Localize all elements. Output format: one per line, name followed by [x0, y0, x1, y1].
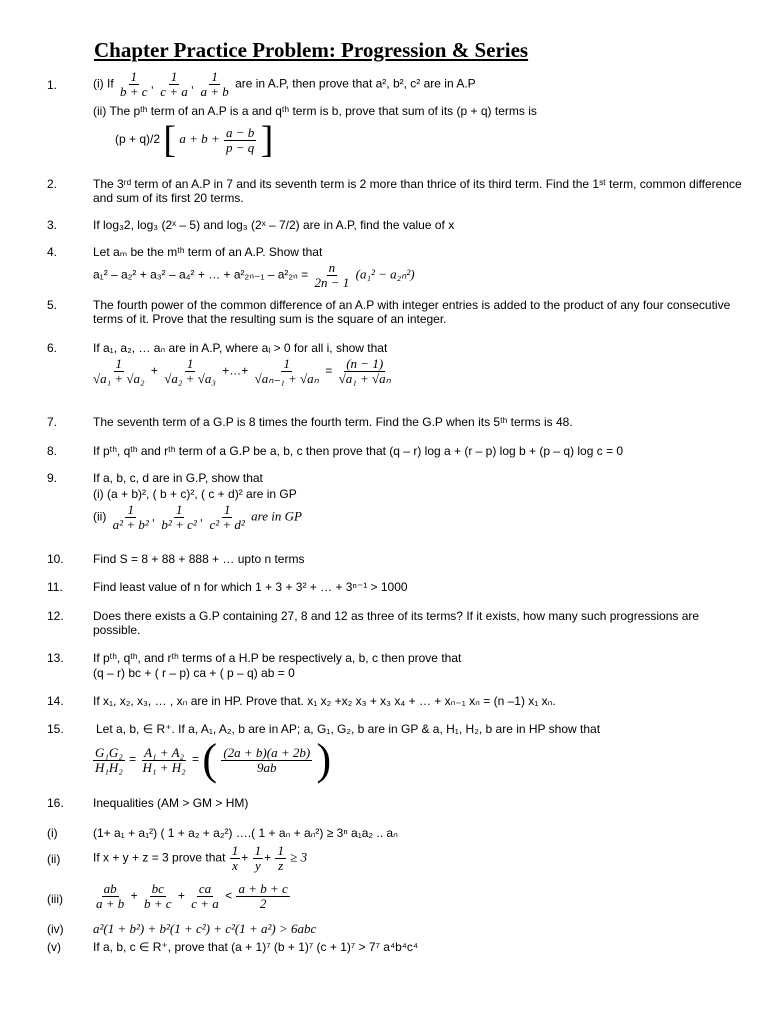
problem-text: a²(1 + b²) + b²(1 + c²) + c²(1 + a²) > 6abc	[93, 921, 317, 936]
problem-number: 14.	[47, 694, 64, 708]
problem-number: (iii)	[47, 892, 63, 906]
problem-number: 9.	[47, 471, 58, 485]
problem-13-line2: (q – r) bc + ( r – p) ca + ( p – q) ab = 0	[93, 666, 295, 680]
problem-number: 1.	[47, 78, 58, 92]
problem-text: The seventh term of a G.P is 8 times the fourth term. Find the G.P when its 5ᵗʰ terms is 48.	[93, 415, 573, 429]
text: (i) If	[93, 76, 114, 91]
problem-number: 13.	[47, 651, 64, 665]
fraction: $\frac{1}{c + a}$	[160, 69, 188, 99]
problem-text: Inequalities (AM > GM > HM)	[93, 796, 249, 810]
problem-number: 8.	[47, 444, 58, 458]
problem-text: If x₁, x₂, x₃, … , xₙ are in HP. Prove that. x₁ x₂ +x₂ x₃ + x₃ x₄ + … + xₙ₋₁ xₙ = (n –1) x₁ xₙ.	[93, 694, 556, 708]
problem-15-formula: $\frac{\text{G₁G₂}}{\text{H₁H₂}}$ = $\frac{\text{A₁ + A₂}}{\text{H₁ + H₂}}$ = ( $\frac{(2a + b)(a + 2b)}{9ab}$ )	[95, 735, 332, 784]
problem-number: 16.	[47, 796, 64, 810]
problem-text: If pᵗʰ, qᵗʰ, and rᵗʰ terms of a H.P be respectively a, b, c then prove that	[93, 651, 462, 665]
problem-6-formula: $\frac{1}{\text{√a₁ + √a₂}}$ + $\frac{1}{\text{√a₂ + √a₃}}$ +…+ $\frac{1}{\text{√aₙ₋₁ + √aₙ}}$ = $\frac{(n - 1)}{\text{√a₁ + √aₙ}}$	[93, 356, 391, 386]
problem-number: 7.	[47, 415, 58, 429]
fraction: $\frac{1}{a + b}$	[200, 69, 229, 99]
problem-text: The fourth power of the common difference of an A.P with integer entries is added to the product of any four consecutive terms of it. Prove that the resulting sum is the square of an integer.	[93, 298, 731, 326]
problem-text: Let a, b, ∈ R⁺. If a, A₁, A₂, b are in AP; a, G₁, G₂, b are in GP & a, H₁, H₂, b are in HP show that	[96, 722, 601, 736]
problem-text: If a₁, a₂, … aₙ are in A.P, where aᵢ > 0 for all i, show that	[93, 341, 388, 355]
problem-text: If pᵗʰ, qᵗʰ and rᵗʰ term of a G.P be a, b, c then prove that (q – r) log a + (r – p) log b + (p – q) log c = 0	[93, 444, 624, 458]
problem-number: (i)	[47, 826, 58, 840]
problem-4-formula: a₁² – a₂² + a₃² – a₄² + … + a²₂ₙ₋₁ – a²₂ₙ = $\frac{n}{2n - 1}$ (a₁² − a₂ₙ²)	[93, 260, 415, 290]
problem-number: 15.	[47, 722, 64, 736]
problem-text: Find S = 8 + 88 + 888 + … upto n terms	[93, 552, 305, 566]
problem-9-part-i: (i) (a + b)², ( b + c)², ( c + d)² are in GP	[93, 487, 297, 501]
problem-1-part-ii: (ii) The pᵗʰ term of an A.P is a and qᵗʰ term is b, prove that sum of its (p + q) terms is	[93, 104, 537, 118]
problem-text: If x + y + z = 3 prove that $\frac{1}{x}$ + $\frac{1}{y}$ + $\frac{1}{z}$ ≥ 3	[93, 843, 308, 873]
problem-text: Find least value of n for which 1 + 3 + 3² + … + 3ⁿ⁻¹ > 1000	[93, 580, 408, 594]
problem-number: (ii)	[47, 852, 61, 866]
problem-text: Does there exists a G.P containing 27, 8 and 12 as three of its terms? If it exists, how many such progressions are possible.	[93, 609, 700, 637]
problem-text: Let aₘ be the mᵗʰ term of an A.P. Show that	[93, 245, 323, 259]
problem-text: If log₃2, log₃ (2ˣ – 5) and log₃ (2ˣ – 7/2) are in A.P, find the value of x	[93, 218, 455, 232]
problem-text: The 3ʳᵈ term of an A.P in 7 and its seventh term is 2 more than thrice of its third term. Find the 1ˢᵗ term, common difference and sum of its first 20 terms.	[93, 177, 742, 205]
page-title: Chapter Practice Problem: Progression & Series	[94, 38, 529, 62]
problem-1-part-i: (i) If $\frac{1}{b + c}$ , $\frac{1}{c + a}$ , $\frac{1}{a + b}$ are in A.P, then prove that a², b², c² are in A.P	[93, 69, 476, 99]
problem-number: 2.	[47, 177, 58, 191]
problem-text: If a, b, c, d are in G.P, show that	[93, 471, 263, 485]
text: are in A.P, then prove that a², b², c² are in A.P	[235, 76, 476, 91]
problem-text: $\frac{ab}{a + b}$ + $\frac{bc}{b + c}$ + $\frac{ca}{c + a}$ < $\frac{a + b + c}{2}$	[96, 881, 288, 911]
problem-number: 10.	[47, 552, 64, 566]
problem-number: 11.	[47, 580, 63, 594]
problem-number: (iv)	[47, 922, 64, 936]
problem-number: (v)	[47, 940, 61, 954]
fraction: $\frac{1}{b + c}$	[120, 69, 148, 99]
problem-text: If a, b, c ∈ R⁺, prove that (a + 1)⁷ (b + 1)⁷ (c + 1)⁷ > 7⁷ a⁴b⁴c⁴	[93, 940, 419, 954]
problem-number: 6.	[47, 341, 58, 355]
problem-1-formula: (p + q)/2 [ a + b + $\frac{a - b}{p - q}$ ]	[115, 119, 274, 161]
problem-text: (1+ a₁ + a₁²) ( 1 + a₂ + a₂²) ….( 1 + aₙ + aₙ²) ≥ 3ⁿ a₁a₂ .. aₙ	[93, 826, 398, 840]
problem-number: 12.	[47, 609, 64, 623]
problem-9-part-ii: (ii) $\frac{1}{\text{a² + b²}}$ , $\frac{1}{\text{b² + c²}}$ , $\frac{1}{\text{c² + d²}}$ are in GP	[93, 502, 302, 532]
problem-number: 3.	[47, 218, 58, 232]
problem-number: 4.	[47, 245, 58, 259]
problem-number: 5.	[47, 298, 58, 312]
